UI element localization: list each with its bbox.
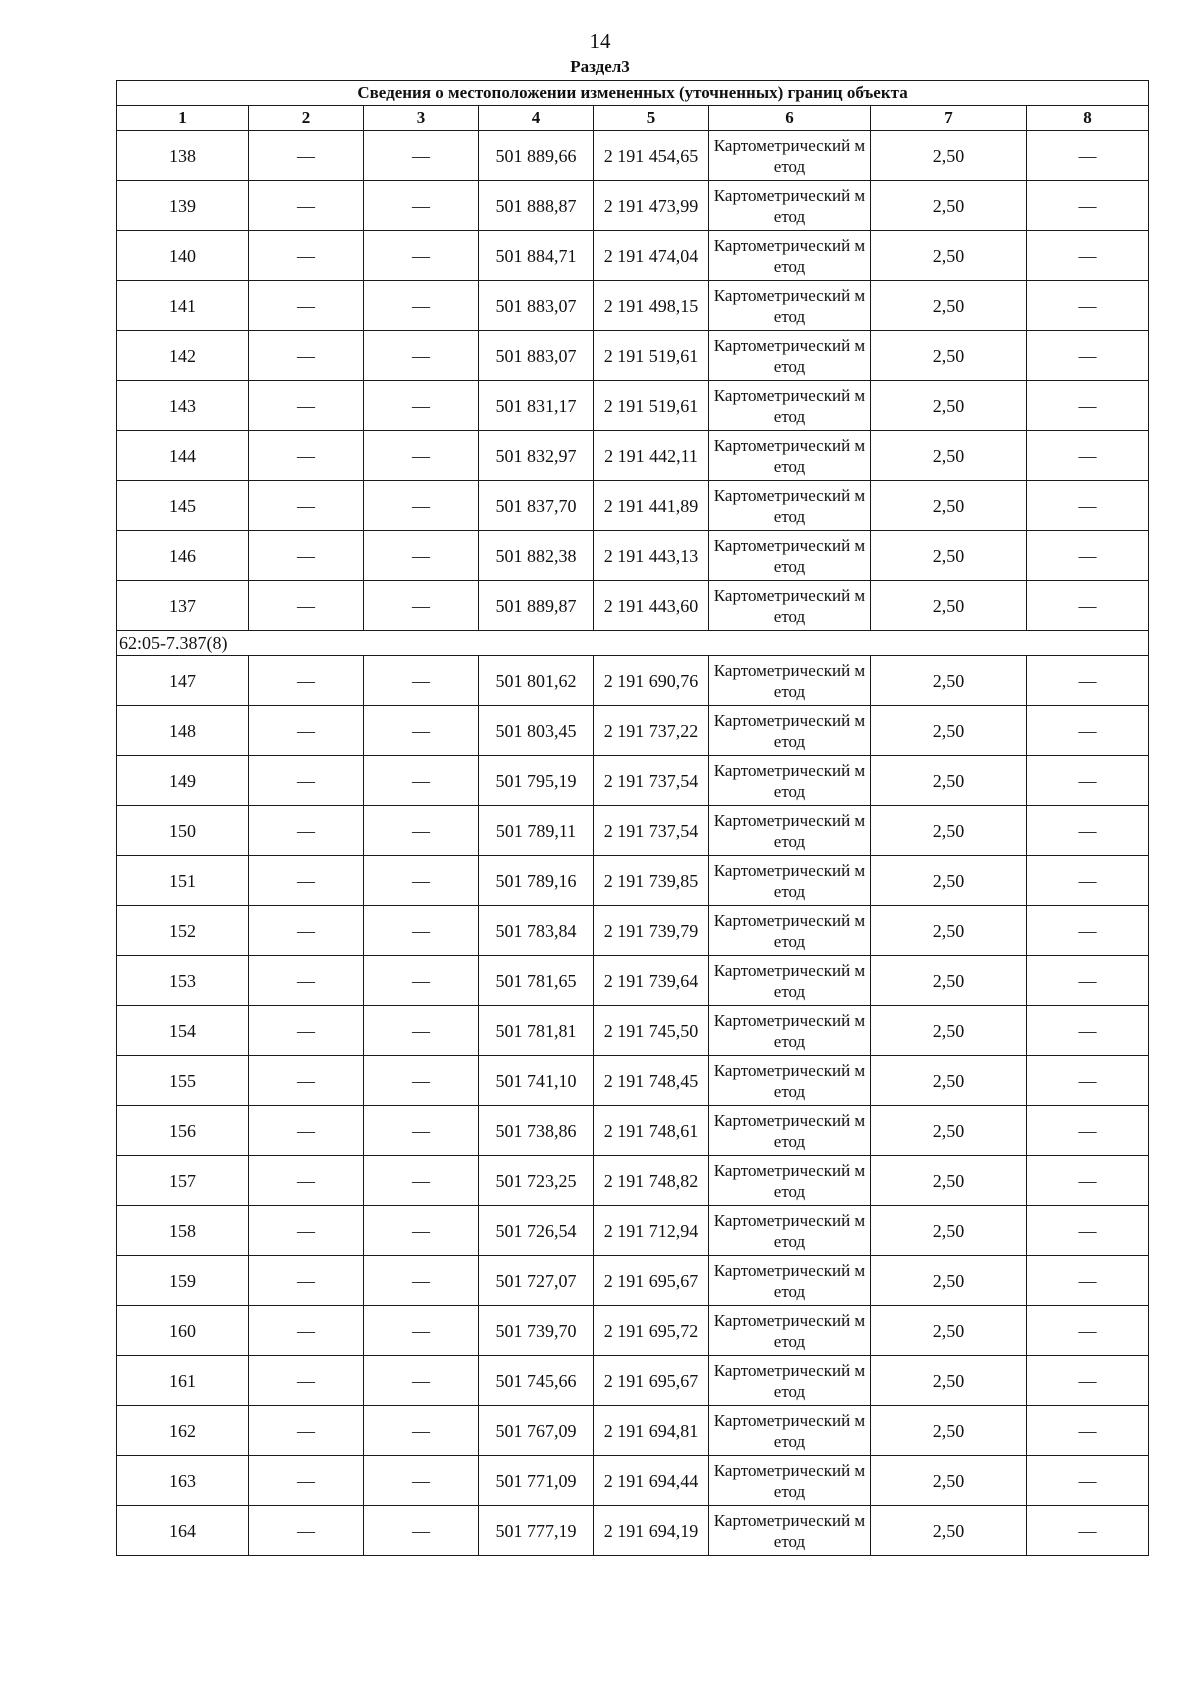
cell-x-coordinate: 501 726,54 xyxy=(479,1206,594,1256)
coordinates-table xyxy=(116,80,1149,1556)
cell-method: Картометрический метод xyxy=(709,281,871,331)
table-row xyxy=(117,531,1149,581)
cell-col3: — xyxy=(364,1106,479,1156)
cell-point-number: 142 xyxy=(117,331,249,381)
cell-col2: — xyxy=(249,431,364,481)
cell-x-coordinate: 501 884,71 xyxy=(479,231,594,281)
column-header: 1 xyxy=(117,106,249,131)
cell-col8: — xyxy=(1027,956,1149,1006)
cell-col2: — xyxy=(249,1406,364,1456)
cell-method: Картометрический метод xyxy=(709,131,871,181)
cell-accuracy: 2,50 xyxy=(871,756,1027,806)
cell-col8: — xyxy=(1027,906,1149,956)
table-row xyxy=(117,1356,1149,1406)
cell-col2: — xyxy=(249,181,364,231)
cell-method: Картометрический метод xyxy=(709,1406,871,1456)
table-row xyxy=(117,1006,1149,1056)
cell-method: Картометрический метод xyxy=(709,806,871,856)
table-row xyxy=(117,1406,1149,1456)
cell-point-number: 152 xyxy=(117,906,249,956)
cell-y-coordinate: 2 191 739,85 xyxy=(594,856,709,906)
cell-point-number: 146 xyxy=(117,531,249,581)
table-title-row xyxy=(117,81,1149,106)
table-row xyxy=(117,381,1149,431)
cell-x-coordinate: 501 883,07 xyxy=(479,331,594,381)
cell-x-coordinate: 501 745,66 xyxy=(479,1356,594,1406)
cell-col3: — xyxy=(364,131,479,181)
table-title: Сведения о местоположении измененных (уточненных) границ объекта xyxy=(117,81,1149,106)
cell-method: Картометрический метод xyxy=(709,656,871,706)
cell-accuracy: 2,50 xyxy=(871,806,1027,856)
table-row xyxy=(117,1156,1149,1206)
cell-point-number: 150 xyxy=(117,806,249,856)
cell-point-number: 163 xyxy=(117,1456,249,1506)
cell-y-coordinate: 2 191 519,61 xyxy=(594,331,709,381)
cell-point-number: 154 xyxy=(117,1006,249,1056)
cell-col2: — xyxy=(249,1356,364,1406)
cell-y-coordinate: 2 191 443,13 xyxy=(594,531,709,581)
cell-method: Картометрический метод xyxy=(709,1056,871,1106)
cell-accuracy: 2,50 xyxy=(871,281,1027,331)
table-row xyxy=(117,706,1149,756)
cell-point-number: 139 xyxy=(117,181,249,231)
cell-y-coordinate: 2 191 739,79 xyxy=(594,906,709,956)
cell-col8: — xyxy=(1027,706,1149,756)
cell-col2: — xyxy=(249,1056,364,1106)
cell-accuracy: 2,50 xyxy=(871,1206,1027,1256)
cell-col8: — xyxy=(1027,1006,1149,1056)
cell-y-coordinate: 2 191 442,11 xyxy=(594,431,709,481)
cell-x-coordinate: 501 801,62 xyxy=(479,656,594,706)
table-row xyxy=(117,1206,1149,1256)
cell-accuracy: 2,50 xyxy=(871,231,1027,281)
cell-y-coordinate: 2 191 712,94 xyxy=(594,1206,709,1256)
cell-method: Картометрический метод xyxy=(709,956,871,1006)
cell-x-coordinate: 501 777,19 xyxy=(479,1506,594,1556)
cell-y-coordinate: 2 191 739,64 xyxy=(594,956,709,1006)
cell-col3: — xyxy=(364,706,479,756)
cell-col8: — xyxy=(1027,656,1149,706)
cell-col3: — xyxy=(364,431,479,481)
cell-method: Картометрический метод xyxy=(709,381,871,431)
cell-col3: — xyxy=(364,1256,479,1306)
cell-y-coordinate: 2 191 694,44 xyxy=(594,1456,709,1506)
table-row xyxy=(117,481,1149,531)
cell-y-coordinate: 2 191 748,45 xyxy=(594,1056,709,1106)
cell-col2: — xyxy=(249,381,364,431)
cell-accuracy: 2,50 xyxy=(871,481,1027,531)
section-label: 62:05-7.387(8) xyxy=(117,631,1149,656)
cell-accuracy: 2,50 xyxy=(871,906,1027,956)
cell-accuracy: 2,50 xyxy=(871,431,1027,481)
cell-col8: — xyxy=(1027,181,1149,231)
cell-method: Картометрический метод xyxy=(709,756,871,806)
cell-col2: — xyxy=(249,956,364,1006)
cell-x-coordinate: 501 888,87 xyxy=(479,181,594,231)
table-row xyxy=(117,181,1149,231)
table-row xyxy=(117,1456,1149,1506)
cell-method: Картометрический метод xyxy=(709,431,871,481)
cell-col2: — xyxy=(249,1156,364,1206)
table-row xyxy=(117,906,1149,956)
table-header-row xyxy=(117,106,1149,131)
cell-col3: — xyxy=(364,181,479,231)
table-row xyxy=(117,1306,1149,1356)
cell-x-coordinate: 501 882,38 xyxy=(479,531,594,581)
cell-point-number: 149 xyxy=(117,756,249,806)
cell-y-coordinate: 2 191 748,61 xyxy=(594,1106,709,1156)
cell-col8: — xyxy=(1027,1306,1149,1356)
cell-method: Картометрический метод xyxy=(709,1306,871,1356)
table-row xyxy=(117,806,1149,856)
cell-col2: — xyxy=(249,1106,364,1156)
cell-col3: — xyxy=(364,956,479,1006)
cell-col8: — xyxy=(1027,431,1149,481)
cell-method: Картометрический метод xyxy=(709,481,871,531)
page-number: 14 xyxy=(589,29,611,53)
cell-col3: — xyxy=(364,656,479,706)
cell-x-coordinate: 501 771,09 xyxy=(479,1456,594,1506)
cell-y-coordinate: 2 191 694,81 xyxy=(594,1406,709,1456)
cell-method: Картометрический метод xyxy=(709,1506,871,1556)
cell-x-coordinate: 501 889,66 xyxy=(479,131,594,181)
table-row xyxy=(117,581,1149,631)
cell-col3: — xyxy=(364,756,479,806)
cell-accuracy: 2,50 xyxy=(871,1456,1027,1506)
cell-point-number: 147 xyxy=(117,656,249,706)
cell-point-number: 148 xyxy=(117,706,249,756)
cell-x-coordinate: 501 789,11 xyxy=(479,806,594,856)
cell-accuracy: 2,50 xyxy=(871,706,1027,756)
cell-point-number: 138 xyxy=(117,131,249,181)
cell-y-coordinate: 2 191 473,99 xyxy=(594,181,709,231)
cell-x-coordinate: 501 767,09 xyxy=(479,1406,594,1456)
cell-col8: — xyxy=(1027,1206,1149,1256)
cell-col3: — xyxy=(364,1056,479,1106)
cell-y-coordinate: 2 191 454,65 xyxy=(594,131,709,181)
table-row xyxy=(117,281,1149,331)
cell-x-coordinate: 501 832,97 xyxy=(479,431,594,481)
cell-col2: — xyxy=(249,856,364,906)
cell-accuracy: 2,50 xyxy=(871,1006,1027,1056)
cell-col2: — xyxy=(249,656,364,706)
cell-col2: — xyxy=(249,481,364,531)
cell-point-number: 157 xyxy=(117,1156,249,1206)
cell-x-coordinate: 501 837,70 xyxy=(479,481,594,531)
cell-y-coordinate: 2 191 695,72 xyxy=(594,1306,709,1356)
cell-point-number: 153 xyxy=(117,956,249,1006)
cell-col8: — xyxy=(1027,806,1149,856)
cell-point-number: 144 xyxy=(117,431,249,481)
column-header: 8 xyxy=(1027,106,1149,131)
cell-accuracy: 2,50 xyxy=(871,1256,1027,1306)
cell-x-coordinate: 501 741,10 xyxy=(479,1056,594,1106)
cell-col3: — xyxy=(364,581,479,631)
cell-method: Картометрический метод xyxy=(709,1456,871,1506)
cell-col3: — xyxy=(364,1356,479,1406)
cell-y-coordinate: 2 191 748,82 xyxy=(594,1156,709,1206)
column-header: 7 xyxy=(871,106,1027,131)
cell-col2: — xyxy=(249,1006,364,1056)
table-row xyxy=(117,431,1149,481)
cell-x-coordinate: 501 783,84 xyxy=(479,906,594,956)
cell-col8: — xyxy=(1027,131,1149,181)
cell-col3: — xyxy=(364,231,479,281)
cell-point-number: 161 xyxy=(117,1356,249,1406)
cell-accuracy: 2,50 xyxy=(871,531,1027,581)
cell-method: Картометрический метод xyxy=(709,706,871,756)
cell-col8: — xyxy=(1027,281,1149,331)
cell-method: Картометрический метод xyxy=(709,331,871,381)
table-row xyxy=(117,1056,1149,1106)
cell-col8: — xyxy=(1027,481,1149,531)
cell-col3: — xyxy=(364,1006,479,1056)
cell-point-number: 156 xyxy=(117,1106,249,1156)
cell-x-coordinate: 501 795,19 xyxy=(479,756,594,806)
cell-y-coordinate: 2 191 690,76 xyxy=(594,656,709,706)
table-row xyxy=(117,331,1149,381)
cell-y-coordinate: 2 191 474,04 xyxy=(594,231,709,281)
cell-y-coordinate: 2 191 498,15 xyxy=(594,281,709,331)
cell-point-number: 159 xyxy=(117,1256,249,1306)
table-body xyxy=(117,81,1149,1556)
table-row xyxy=(117,1506,1149,1556)
cell-accuracy: 2,50 xyxy=(871,131,1027,181)
cell-method: Картометрический метод xyxy=(709,1156,871,1206)
column-header: 3 xyxy=(364,106,479,131)
cell-col2: — xyxy=(249,1256,364,1306)
cell-method: Картометрический метод xyxy=(709,1356,871,1406)
cell-col8: — xyxy=(1027,581,1149,631)
cell-method: Картометрический метод xyxy=(709,856,871,906)
cell-x-coordinate: 501 889,87 xyxy=(479,581,594,631)
table-row xyxy=(117,231,1149,281)
cell-col8: — xyxy=(1027,1056,1149,1106)
cell-col8: — xyxy=(1027,531,1149,581)
cell-col3: — xyxy=(364,856,479,906)
cell-accuracy: 2,50 xyxy=(871,1406,1027,1456)
table-row xyxy=(117,856,1149,906)
cell-y-coordinate: 2 191 519,61 xyxy=(594,381,709,431)
cell-point-number: 164 xyxy=(117,1506,249,1556)
cell-col8: — xyxy=(1027,381,1149,431)
cell-col8: — xyxy=(1027,1256,1149,1306)
cell-col2: — xyxy=(249,806,364,856)
cell-col2: — xyxy=(249,231,364,281)
cell-accuracy: 2,50 xyxy=(871,1106,1027,1156)
cell-accuracy: 2,50 xyxy=(871,956,1027,1006)
cell-col3: — xyxy=(364,531,479,581)
section-title: Раздел3 xyxy=(570,57,630,76)
cell-x-coordinate: 501 738,86 xyxy=(479,1106,594,1156)
cell-point-number: 162 xyxy=(117,1406,249,1456)
cell-point-number: 143 xyxy=(117,381,249,431)
cell-method: Картометрический метод xyxy=(709,906,871,956)
cell-point-number: 151 xyxy=(117,856,249,906)
cell-col8: — xyxy=(1027,1506,1149,1556)
column-header: 5 xyxy=(594,106,709,131)
cell-col3: — xyxy=(364,1156,479,1206)
cell-method: Картометрический метод xyxy=(709,531,871,581)
cell-method: Картометрический метод xyxy=(709,581,871,631)
cell-method: Картометрический метод xyxy=(709,1006,871,1056)
cell-point-number: 155 xyxy=(117,1056,249,1106)
cell-x-coordinate: 501 789,16 xyxy=(479,856,594,906)
cell-method: Картометрический метод xyxy=(709,1256,871,1306)
cell-point-number: 160 xyxy=(117,1306,249,1356)
cell-y-coordinate: 2 191 737,54 xyxy=(594,756,709,806)
cell-y-coordinate: 2 191 737,22 xyxy=(594,706,709,756)
cell-x-coordinate: 501 803,45 xyxy=(479,706,594,756)
section-label-row xyxy=(117,631,1149,656)
table-row xyxy=(117,756,1149,806)
column-header: 2 xyxy=(249,106,364,131)
cell-col2: — xyxy=(249,331,364,381)
cell-x-coordinate: 501 723,25 xyxy=(479,1156,594,1206)
cell-col2: — xyxy=(249,756,364,806)
cell-accuracy: 2,50 xyxy=(871,331,1027,381)
column-header: 6 xyxy=(709,106,871,131)
cell-col2: — xyxy=(249,131,364,181)
cell-col2: — xyxy=(249,531,364,581)
cell-x-coordinate: 501 739,70 xyxy=(479,1306,594,1356)
cell-y-coordinate: 2 191 737,54 xyxy=(594,806,709,856)
cell-accuracy: 2,50 xyxy=(871,1306,1027,1356)
cell-col3: — xyxy=(364,481,479,531)
cell-col2: — xyxy=(249,1306,364,1356)
cell-col8: — xyxy=(1027,331,1149,381)
cell-col2: — xyxy=(249,1456,364,1506)
cell-col8: — xyxy=(1027,1156,1149,1206)
cell-point-number: 145 xyxy=(117,481,249,531)
cell-y-coordinate: 2 191 695,67 xyxy=(594,1256,709,1306)
cell-col2: — xyxy=(249,1506,364,1556)
column-header: 4 xyxy=(479,106,594,131)
table-row xyxy=(117,1106,1149,1156)
cell-col3: — xyxy=(364,1406,479,1456)
cell-point-number: 140 xyxy=(117,231,249,281)
cell-col2: — xyxy=(249,281,364,331)
cell-col3: — xyxy=(364,1306,479,1356)
cell-col8: — xyxy=(1027,231,1149,281)
cell-x-coordinate: 501 883,07 xyxy=(479,281,594,331)
cell-col3: — xyxy=(364,381,479,431)
cell-col8: — xyxy=(1027,756,1149,806)
cell-x-coordinate: 501 727,07 xyxy=(479,1256,594,1306)
cell-col3: — xyxy=(364,331,479,381)
cell-col8: — xyxy=(1027,1356,1149,1406)
cell-col3: — xyxy=(364,281,479,331)
cell-col2: — xyxy=(249,706,364,756)
table-row xyxy=(117,131,1149,181)
table-row xyxy=(117,1256,1149,1306)
cell-accuracy: 2,50 xyxy=(871,381,1027,431)
cell-accuracy: 2,50 xyxy=(871,581,1027,631)
cell-col2: — xyxy=(249,1206,364,1256)
cell-method: Картометрический метод xyxy=(709,181,871,231)
cell-y-coordinate: 2 191 694,19 xyxy=(594,1506,709,1556)
cell-x-coordinate: 501 831,17 xyxy=(479,381,594,431)
cell-accuracy: 2,50 xyxy=(871,1506,1027,1556)
cell-point-number: 158 xyxy=(117,1206,249,1256)
cell-col2: — xyxy=(249,906,364,956)
cell-point-number: 137 xyxy=(117,581,249,631)
cell-col8: — xyxy=(1027,1106,1149,1156)
cell-accuracy: 2,50 xyxy=(871,656,1027,706)
cell-point-number: 141 xyxy=(117,281,249,331)
cell-accuracy: 2,50 xyxy=(871,1056,1027,1106)
cell-y-coordinate: 2 191 745,50 xyxy=(594,1006,709,1056)
cell-col3: — xyxy=(364,1206,479,1256)
cell-accuracy: 2,50 xyxy=(871,856,1027,906)
cell-method: Картометрический метод xyxy=(709,231,871,281)
cell-col3: — xyxy=(364,806,479,856)
cell-method: Картометрический метод xyxy=(709,1206,871,1256)
cell-y-coordinate: 2 191 443,60 xyxy=(594,581,709,631)
cell-col3: — xyxy=(364,1506,479,1556)
cell-y-coordinate: 2 191 441,89 xyxy=(594,481,709,531)
cell-col3: — xyxy=(364,1456,479,1506)
cell-col8: — xyxy=(1027,1456,1149,1506)
cell-y-coordinate: 2 191 695,67 xyxy=(594,1356,709,1406)
cell-col8: — xyxy=(1027,1406,1149,1456)
cell-col8: — xyxy=(1027,856,1149,906)
table-row xyxy=(117,656,1149,706)
cell-method: Картометрический метод xyxy=(709,1106,871,1156)
cell-x-coordinate: 501 781,81 xyxy=(479,1006,594,1056)
table-row xyxy=(117,956,1149,1006)
cell-accuracy: 2,50 xyxy=(871,1156,1027,1206)
cell-accuracy: 2,50 xyxy=(871,181,1027,231)
cell-x-coordinate: 501 781,65 xyxy=(479,956,594,1006)
cell-accuracy: 2,50 xyxy=(871,1356,1027,1406)
cell-col3: — xyxy=(364,906,479,956)
cell-col2: — xyxy=(249,581,364,631)
